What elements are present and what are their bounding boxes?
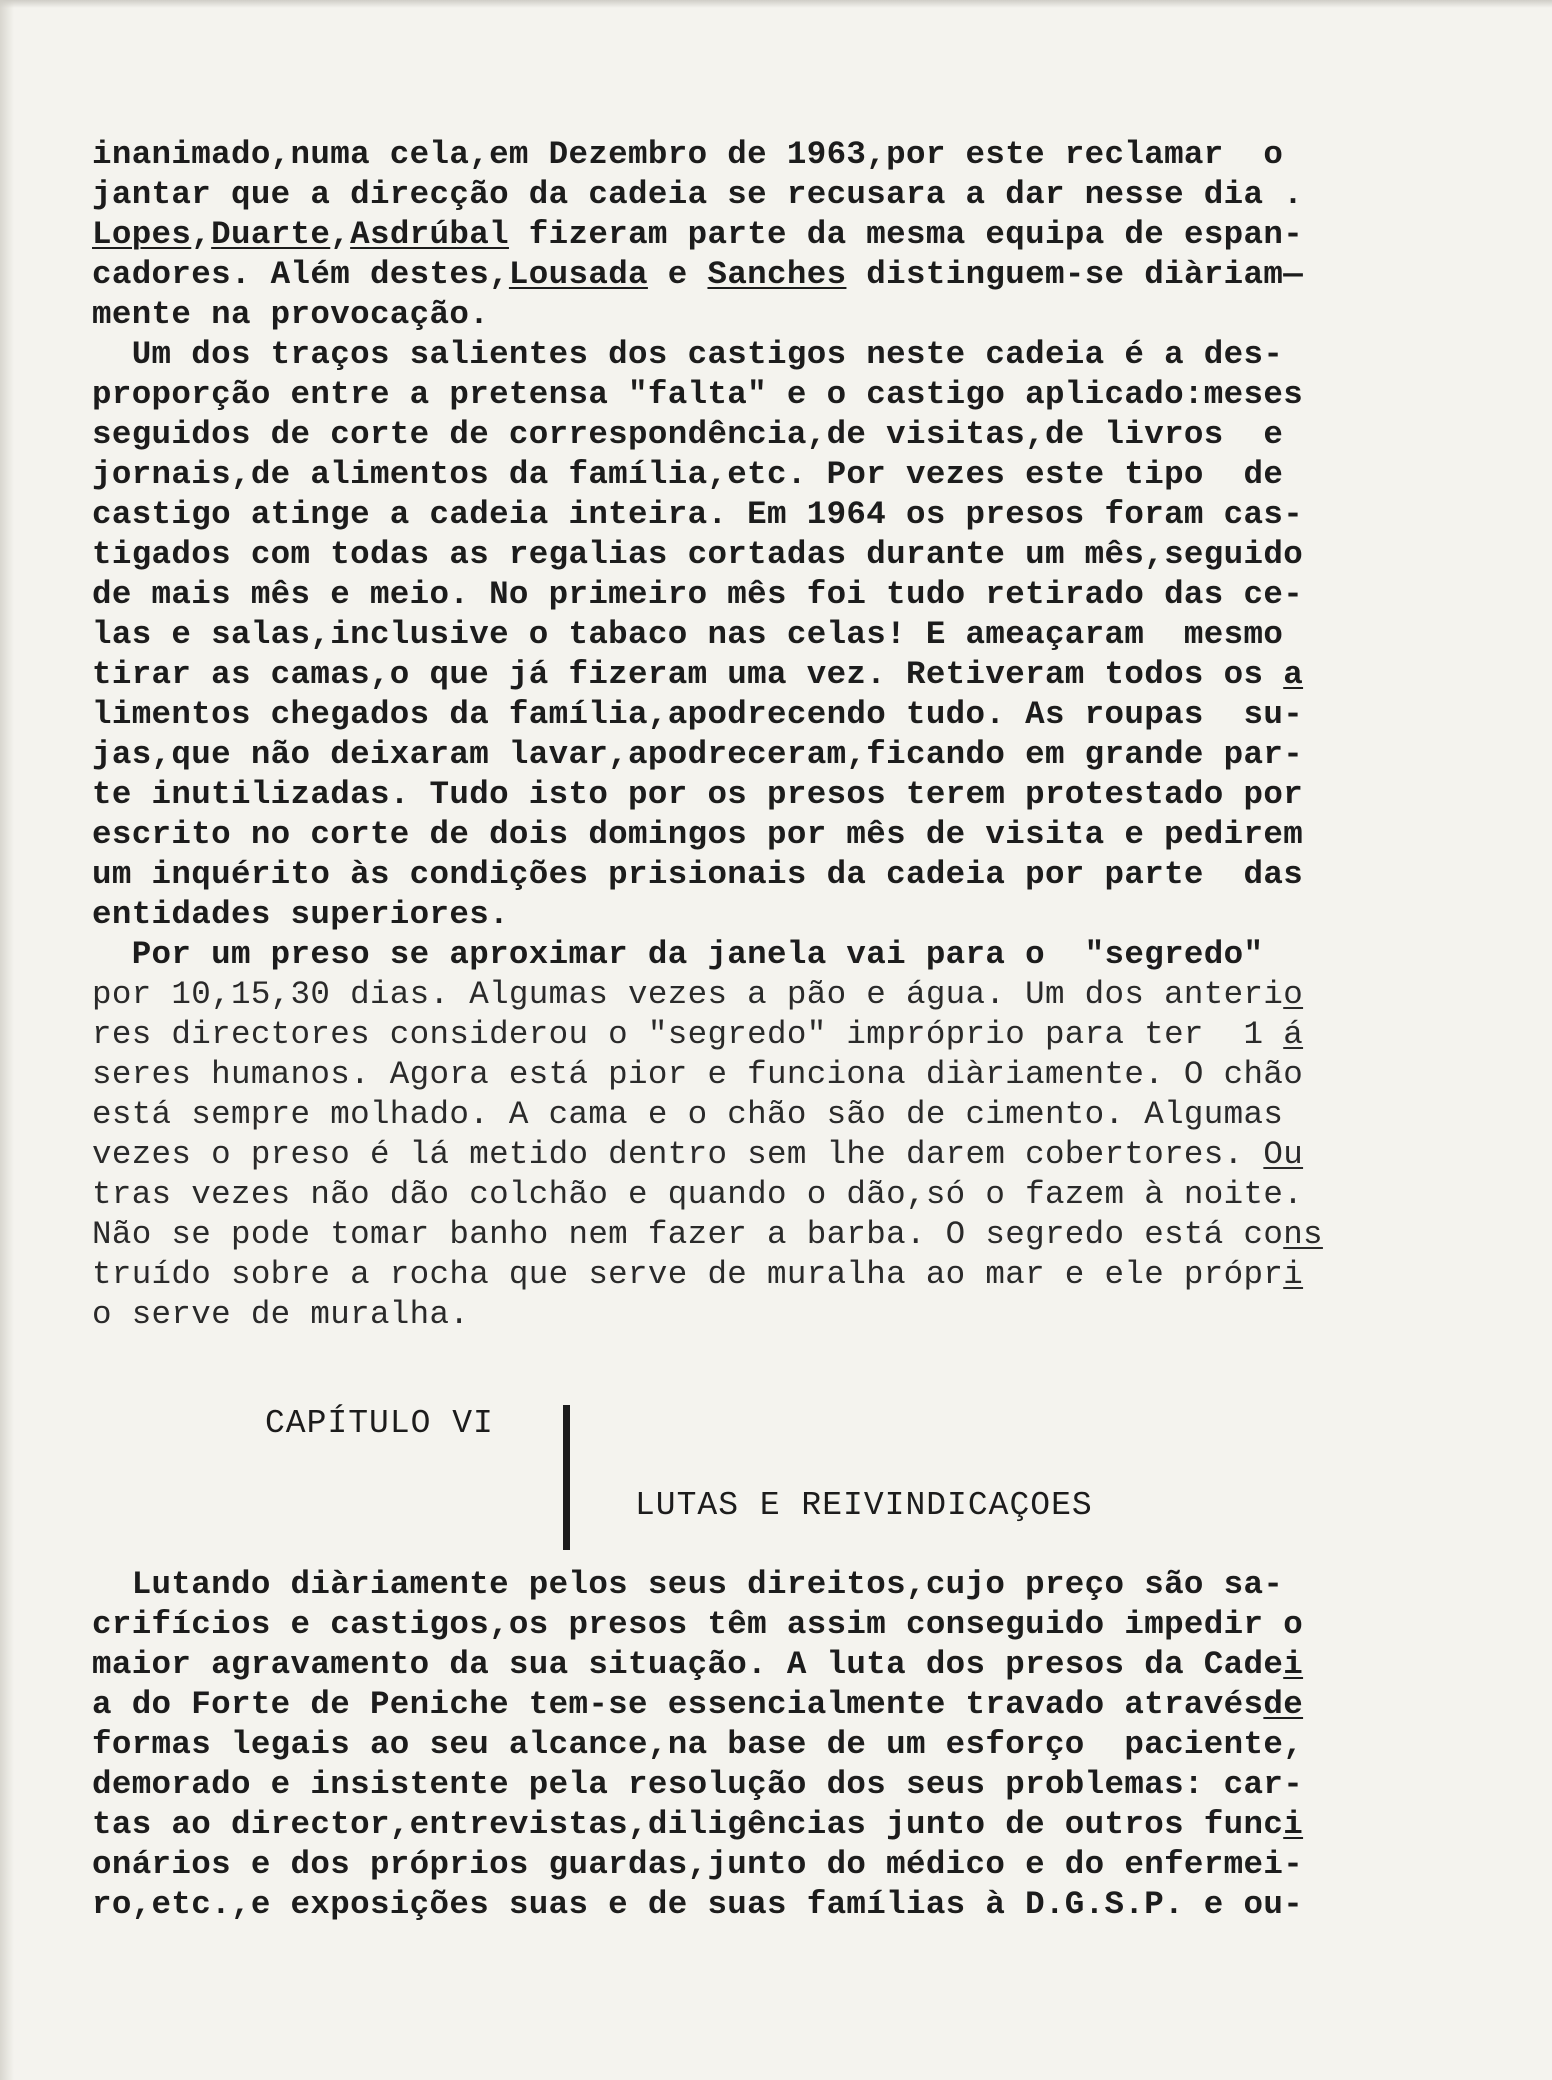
text-span: a do Forte de Peniche tem-se essencialmente travado através (92, 1686, 1264, 1723)
text-span: las e salas,inclusive o tabaco nas celas! E ameaçaram mesmo (92, 616, 1284, 653)
text-line (92, 1175, 1303, 1215)
underlined-text: Lopes (92, 216, 192, 253)
text-span: mente na provocação. (92, 296, 490, 333)
text-line (92, 1015, 1303, 1055)
text-line (92, 695, 1303, 735)
text-span: tirar as camas,o que já fizeram uma vez. Retiveram todos os (92, 656, 1284, 693)
underlined-text: Ou (1263, 1136, 1304, 1173)
text-span: inanimado,numa cela,em Dezembro de 1963,por este reclamar o (92, 136, 1284, 173)
text-span: , (330, 216, 351, 253)
text-line (92, 455, 1283, 495)
text-line (92, 215, 1303, 255)
underlined-text: i (1283, 1646, 1304, 1683)
chapter-title: CAPÍTULO VI (265, 1405, 494, 1442)
text-span: truído sobre a rocha que serve de muralha ao mar e ele própr (92, 1256, 1284, 1293)
text-span: res directores considerou o "segredo" impróprio para ter 1 (92, 1016, 1284, 1053)
text-span: escrito no corte de dois domingos por mês de visita e pedirem (92, 816, 1304, 853)
section-title: LUTAS E REIVINDICAÇOES (635, 1487, 1093, 1524)
text-line (92, 615, 1283, 655)
scan-edge-shadow (0, 0, 14, 2080)
text-line (92, 775, 1303, 815)
text-span: maior agravamento da sua situação. A luta dos presos da Cade (92, 1646, 1284, 1683)
title-divider (563, 1405, 570, 1550)
text-span: demorado e insistente pela resolução dos seus problemas: car- (92, 1766, 1304, 1803)
text-line (92, 1565, 1283, 1605)
text-span: Lutando diàriamente pelos seus direitos,cujo preço são sa- (92, 1566, 1284, 1603)
text-span: entidades superiores. (92, 896, 509, 933)
text-line (92, 1055, 1303, 1095)
text-span: te inutilizadas. Tudo isto por os presos terem protestado por (92, 776, 1304, 813)
text-span: Por um preso se aproximar da janela vai para o "segredo" (92, 936, 1264, 973)
text-line (92, 1885, 1303, 1925)
text-line (92, 975, 1303, 1015)
text-span: jornais,de alimentos da família,etc. Por vezes este tipo de (92, 456, 1284, 493)
text-span: limentos chegados da família,apodrecendo tudo. As roupas su- (92, 696, 1304, 733)
text-span: por 10,15,30 dias. Algumas vezes a pão e água. Um dos anteri (92, 976, 1284, 1013)
text-line (92, 1645, 1303, 1685)
text-span: jantar que a direcção da cadeia se recusara a dar nesse dia . (92, 176, 1304, 213)
text-line (92, 935, 1263, 975)
text-span: seres humanos. Agora está pior e funciona diàriamente. O chão (92, 1056, 1304, 1093)
text-line (92, 1845, 1303, 1885)
text-span: , (191, 216, 212, 253)
text-line (92, 375, 1303, 415)
text-span: distinguem-se diàriam— (846, 256, 1304, 293)
scan-top-shadow (0, 0, 1552, 8)
underlined-text: i (1283, 1256, 1304, 1293)
underlined-text: o (1283, 976, 1304, 1013)
text-span: tras vezes não dão colchão e quando o dão,só o fazem à noite. (92, 1176, 1304, 1213)
text-line (92, 1685, 1303, 1725)
text-line (92, 855, 1303, 895)
text-span: um inquérito às condições prisionais da cadeia por parte das (92, 856, 1304, 893)
text-line (92, 1255, 1303, 1295)
text-line (92, 335, 1283, 375)
text-line (92, 1095, 1283, 1135)
text-line (92, 135, 1283, 175)
text-span: Não se pode tomar banho nem fazer a barba. O segredo está co (92, 1216, 1284, 1253)
text-span: castigo atinge a cadeia inteira. Em 1964 os presos foram cas- (92, 496, 1304, 533)
text-span: formas legais ao seu alcance,na base de um esforço paciente, (92, 1726, 1304, 1763)
text-span: vezes o preso é lá metido dentro sem lhe darem cobertores. (92, 1136, 1264, 1173)
text-span: e (647, 256, 708, 293)
underlined-text: a (1283, 656, 1304, 693)
text-line (92, 815, 1303, 855)
underlined-text: Duarte (211, 216, 331, 253)
text-span: fizeram parte da mesma equipa de espan- (508, 216, 1304, 253)
underlined-text: Asdrúbal (350, 216, 509, 253)
text-span: jas,que não deixaram lavar,apodreceram,ficando em grande par- (92, 736, 1304, 773)
text-span: ro,etc.,e exposições suas e de suas famílias à D.G.S.P. e ou- (92, 1886, 1304, 1923)
underlined-text: á (1283, 1016, 1304, 1053)
text-span: crifícios e castigos,os presos têm assim conseguido impedir o (92, 1606, 1304, 1643)
text-span: de mais mês e meio. No primeiro mês foi tudo retirado das ce- (92, 576, 1304, 613)
text-line (92, 175, 1303, 215)
underlined-text: ns (1283, 1216, 1323, 1253)
text-line (92, 495, 1303, 535)
text-line (92, 1605, 1303, 1645)
text-span: seguidos de corte de correspondência,de visitas,de livros e (92, 416, 1284, 453)
text-line (92, 295, 489, 335)
underlined-text: de (1263, 1686, 1304, 1723)
text-line (92, 1295, 469, 1335)
text-line (92, 735, 1303, 775)
text-span: proporção entre a pretensa "falta" e o castigo aplicado:meses (92, 376, 1304, 413)
text-line (92, 1135, 1303, 1175)
text-line (92, 895, 509, 935)
text-line (92, 1215, 1323, 1255)
text-line (92, 1805, 1303, 1845)
text-span: está sempre molhado. A cama e o chão são de cimento. Algumas (92, 1096, 1284, 1133)
text-span: onários e dos próprios guardas,junto do médico e do enfermei- (92, 1846, 1304, 1883)
text-span: tas ao director,entrevistas,diligências junto de outros func (92, 1806, 1284, 1843)
text-span: o serve de muralha. (92, 1296, 470, 1333)
underlined-text: Lousada (508, 256, 648, 293)
text-span: tigados com todas as regalias cortadas durante um mês,seguido (92, 536, 1304, 573)
text-line (92, 535, 1303, 575)
text-line (92, 655, 1303, 695)
underlined-text: i (1283, 1806, 1304, 1843)
text-line (92, 1765, 1303, 1805)
text-span: Um dos traços salientes dos castigos neste cadeia é a des- (92, 336, 1284, 373)
text-line (92, 415, 1283, 455)
text-line (92, 575, 1303, 615)
text-line (92, 1725, 1303, 1765)
text-line (92, 255, 1303, 295)
text-span: cadores. Além destes, (92, 256, 509, 293)
underlined-text: Sanches (707, 256, 847, 293)
